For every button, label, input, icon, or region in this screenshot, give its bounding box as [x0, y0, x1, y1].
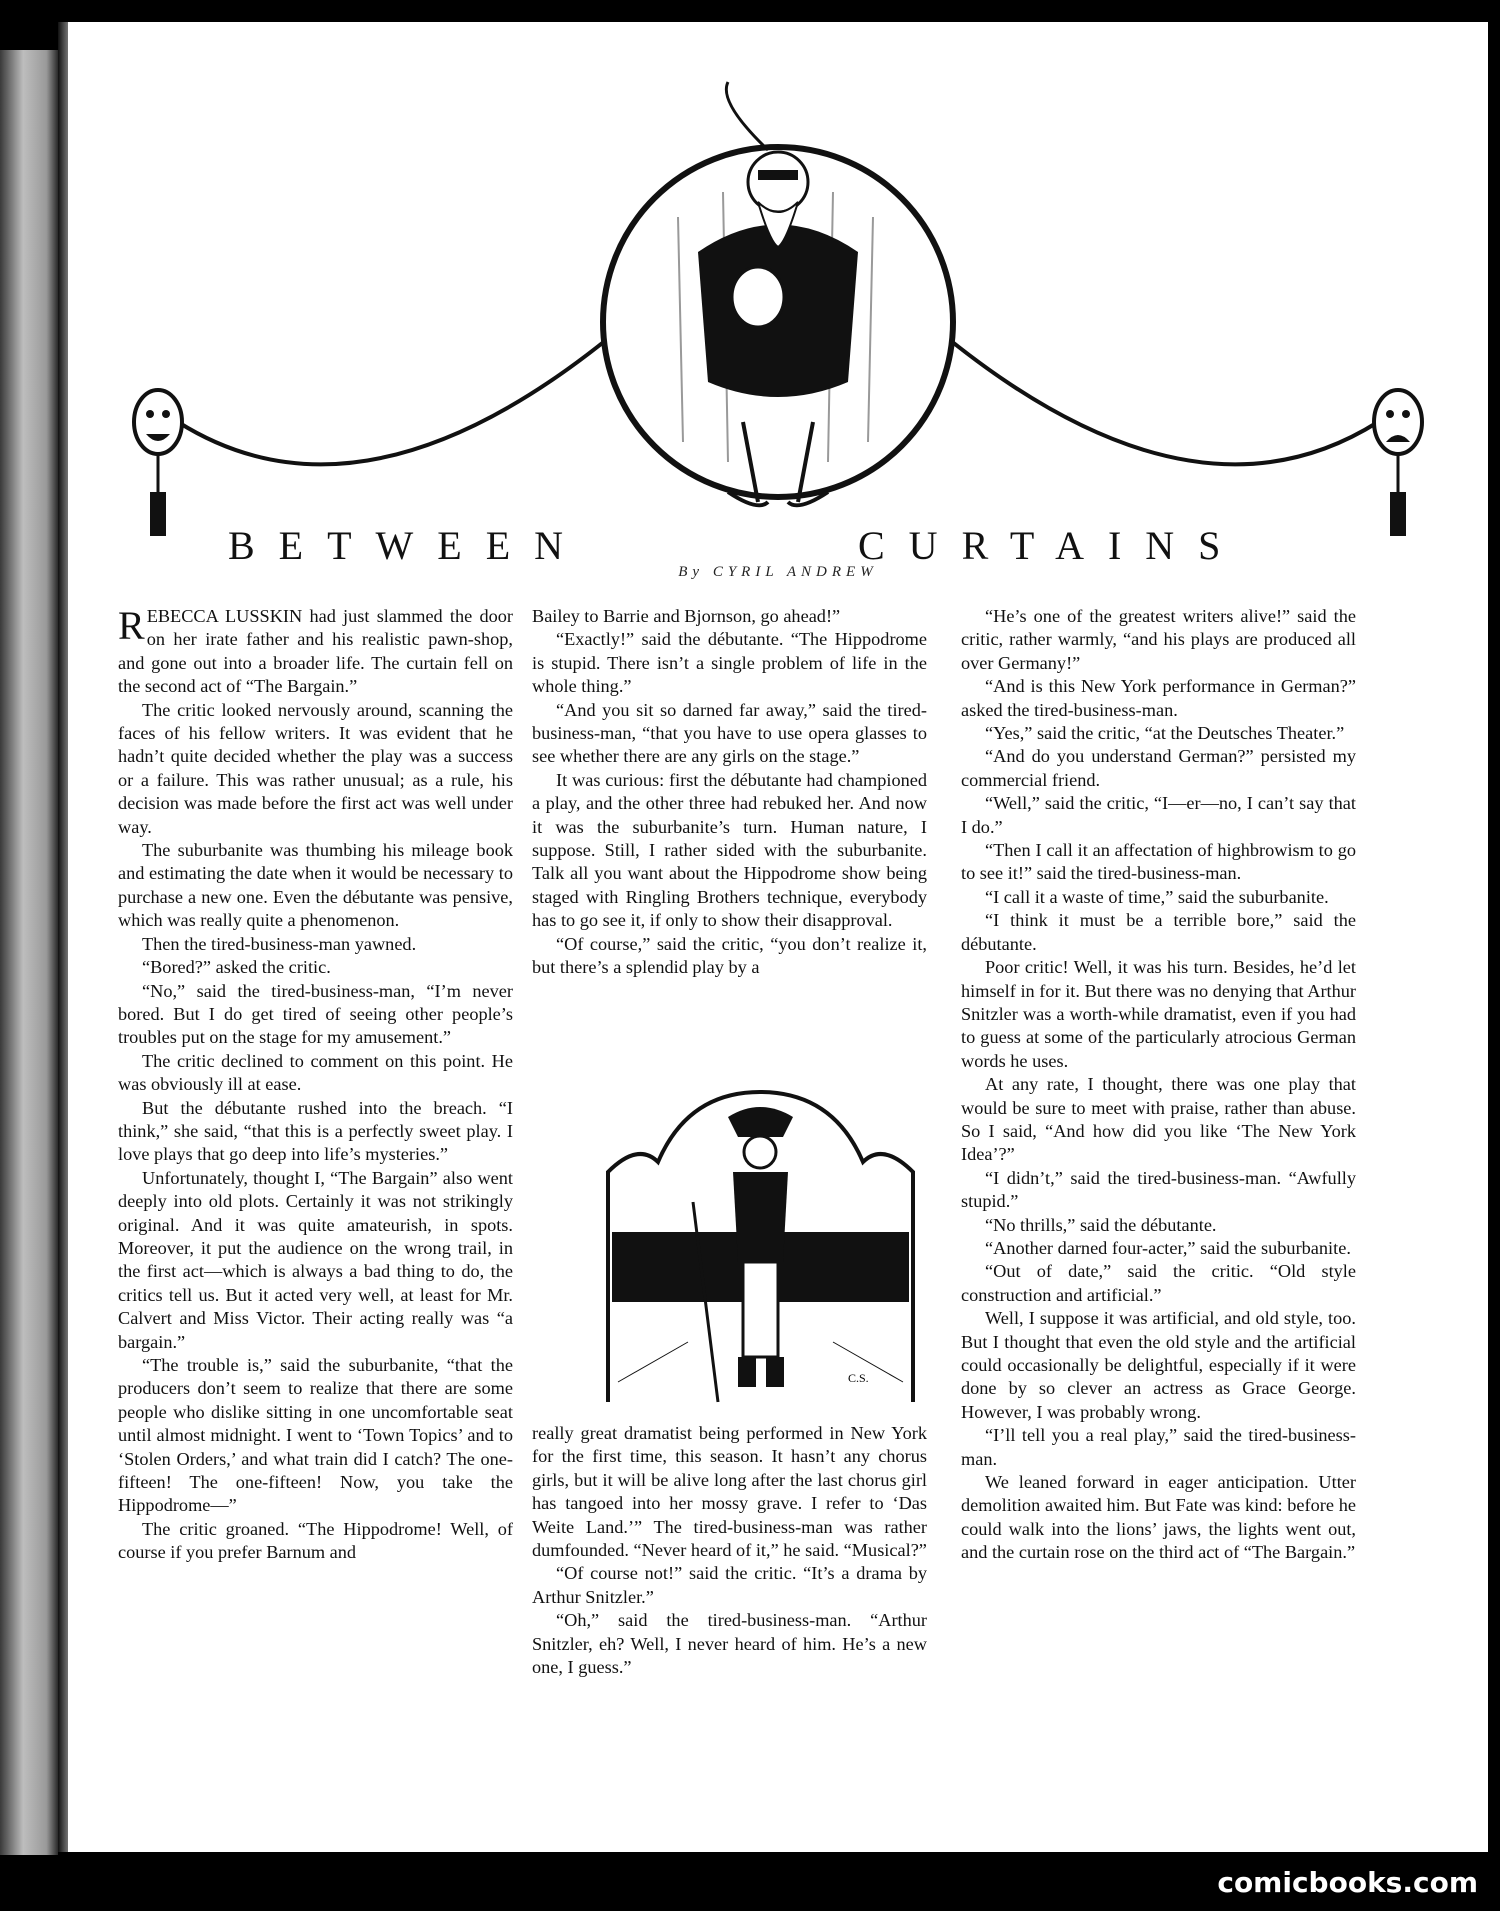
- paragraph: “And do you understand German?” persisted my commercial friend.: [961, 746, 1356, 790]
- paragraph: “Bored?” asked the critic.: [142, 957, 331, 978]
- paragraph: “He’s one of the greatest writers alive!” said the critic, rather warmly, “and his plays are produced all over Germany!”: [961, 606, 1356, 673]
- paragraph: “I didn’t,” said the tired-business-man. “Awfully stupid.”: [961, 1167, 1356, 1212]
- paragraph: Well, I suppose it was artificial, and old style, too. But I thought that even the old style and the artificial could occasionally be delightful, especially if it were done by so clever an actress as Grace George. However, I was probably wrong.: [961, 1308, 1356, 1422]
- paragraph: “No thrills,” said the débutante.: [985, 1214, 1217, 1235]
- paragraph: “Oh,” said the tired-business-man. “Arthur Snitzler, eh? Well, I never heard of him. He’s a new one, I guess.”: [532, 1610, 927, 1678]
- paragraph: We leaned forward in eager anticipation. Utter demolition awaited him. But Fate was kind: before he could walk into the lions’ jaws, the lights went out, and the curtain rose on the third act of “The Bargain.”: [961, 1472, 1356, 1563]
- paragraph: Bailey to Barrie and Bjornson, go ahead!”: [532, 606, 841, 626]
- left-swag: [178, 322, 628, 464]
- paragraph: “Out of date,” said the critic. “Old style construction and artificial.”: [961, 1261, 1356, 1305]
- header-illustration: [68, 22, 1488, 582]
- paragraph: “Of course not!” said the critic. “It’s a drama by Arthur Snitzler.”: [532, 1563, 927, 1607]
- paragraph: really great dramatist being performed in New York for the first time, this season. It hasn’t any chorus girls, but it will be alive long after the last chorus girl has tangoed into her mossy grave. I refer to ‘Das Weite Land.’” The tired-business-man was rather dumfounded. “Never heard of it,” he said. “Musical?”: [532, 1423, 927, 1561]
- paragraph: It was curious: first the débutante had championed a play, and the other three had rebuked her. And now it was the suburbanite’s turn. Human nature, I suppose. Still, I rather sided with the suburbanite. Talk all you want about the Hippodrome show being staged with Ringling Brothers technique, everybody has to go see it, if only to show their disapproval.: [532, 769, 927, 931]
- column-1: [118, 605, 513, 1565]
- title-between: BETWEEN: [228, 523, 588, 568]
- paragraph: “Exactly!” said the débutante. “The Hippodrome is stupid. There isn’t a single problem of life in the whole thing.”: [532, 629, 927, 697]
- paragraph: Poor critic! Well, it was his turn. Besides, he’d let himself in for it. But there was no denying that Arthur Snitzler was a worth-while dramatist, even if you had to guess at some of the particularly atrocious German words he uses.: [961, 957, 1356, 1071]
- paragraph: “I think it must be a terrible bore,” said the débutante.: [961, 910, 1356, 954]
- paragraph: The critic groaned. “The Hippodrome! Well, of course if you prefer Barnum and: [118, 1518, 513, 1563]
- column-2-top: [532, 605, 927, 980]
- paragraph: The critic looked nervously around, scanning the faces of his fellow writers. It was evident that he hadn’t quite decided whether the play was a success or a failure. This was rather unusual; as a rule, his decision was made before the first act was well under way.: [118, 699, 513, 837]
- paragraph: “Then I call it an affectation of highbrowism to go to see it!” said the tired-business-man.: [961, 840, 1356, 884]
- paragraph: EBECCA LUSSKIN had just slammed the door on her irate father and his realistic pawn-shop, and gone out into a broader life. The curtain fell on the second act of “The Bargain.”: [118, 606, 513, 697]
- byline: By CYRIL ANDREW: [678, 564, 878, 580]
- paragraph: “Yes,” said the critic, “at the Deutsches Theater.”: [985, 723, 1345, 744]
- paragraph: “Well,” said the critic, “I—er—no, I can’t say that I do.”: [961, 793, 1356, 837]
- paragraph: The suburbanite was thumbing his mileage book and estimating the date when it would be necessary to purchase a new one. Even the débutante was pensive, which was really quite a phenomenon.: [118, 840, 513, 931]
- napoleon-illustration: [598, 1082, 923, 1412]
- magazine-page: [68, 22, 1488, 1852]
- tragedy-mask-icon: [1374, 390, 1422, 536]
- paragraph: “I call it a waste of time,” said the suburbanite.: [985, 886, 1329, 907]
- artist-signature: C.S.: [848, 1371, 869, 1385]
- paragraph: Unfortunately, thought I, “The Bargain” also went deeply into old plots. Certainly it was not strikingly original. And it was quite amateurish, in spots. Moreover, it put the audience on the wrong trail, in the first act—which is always a bad thing to do, the critics tell us. But it acted very well, at least for Mr. Calvert and Miss Victor. Their acting really was “a bargain.”: [118, 1167, 513, 1352]
- title-curtains: CURTAINS: [858, 523, 1245, 568]
- paragraph: “I’ll tell you a real play,” said the tired-business-man.: [961, 1425, 1356, 1469]
- paragraph: “And you sit so darned far away,” said the tired-business-man, “that you have to use opera glasses to see whether there are any girls on the stage.”: [532, 699, 927, 767]
- pierrot-medallion: [603, 82, 953, 505]
- column-3: [961, 605, 1356, 1565]
- paragraph: Then the tired-business-man yawned.: [142, 933, 417, 954]
- right-swag: [928, 322, 1378, 464]
- paragraph: “And is this New York performance in German?” asked the tired-business-man.: [961, 676, 1356, 720]
- site-watermark: comicbooks.com: [1217, 1866, 1478, 1899]
- paragraph: “Of course,” said the critic, “you don’t realize it, but there’s a splendid play by a: [532, 933, 927, 978]
- column-2-bottom: [532, 1422, 927, 1679]
- paragraph: “The trouble is,” said the suburbanite, “that the producers don’t seem to realize that there are some people who dislike sitting in one uncomfortable seat until almost midnight. I went to ‘Town Topics’ and to ‘Stolen Orders,’ and what train did I catch? The one-fifteen! The one-fifteen! Now, you take the Hippodrome—”: [118, 1355, 513, 1516]
- paragraph: At any rate, I thought, there was one play that would be sure to meet with praise, rather than abuse. So I said, “And how did you like ‘The New York Idea’?”: [961, 1074, 1356, 1165]
- left-page-edge: [0, 50, 58, 1855]
- paragraph: The critic declined to comment on this point. He was obviously ill at ease.: [118, 1050, 513, 1095]
- paragraph: But the débutante rushed into the breach. “I think,” she said, “that this is a perfectly sweet play. I love plays that go deep into life’s mysteries.”: [118, 1097, 513, 1165]
- comedy-mask-icon: [134, 390, 182, 536]
- drop-cap: R: [118, 603, 145, 648]
- paragraph: “No,” said the tired-business-man, “I’m never bored. But I do get tired of seeing other people’s troubles put on the stage for my amusement.”: [118, 980, 513, 1048]
- paragraph: “Another darned four-acter,” said the suburbanite.: [985, 1237, 1351, 1258]
